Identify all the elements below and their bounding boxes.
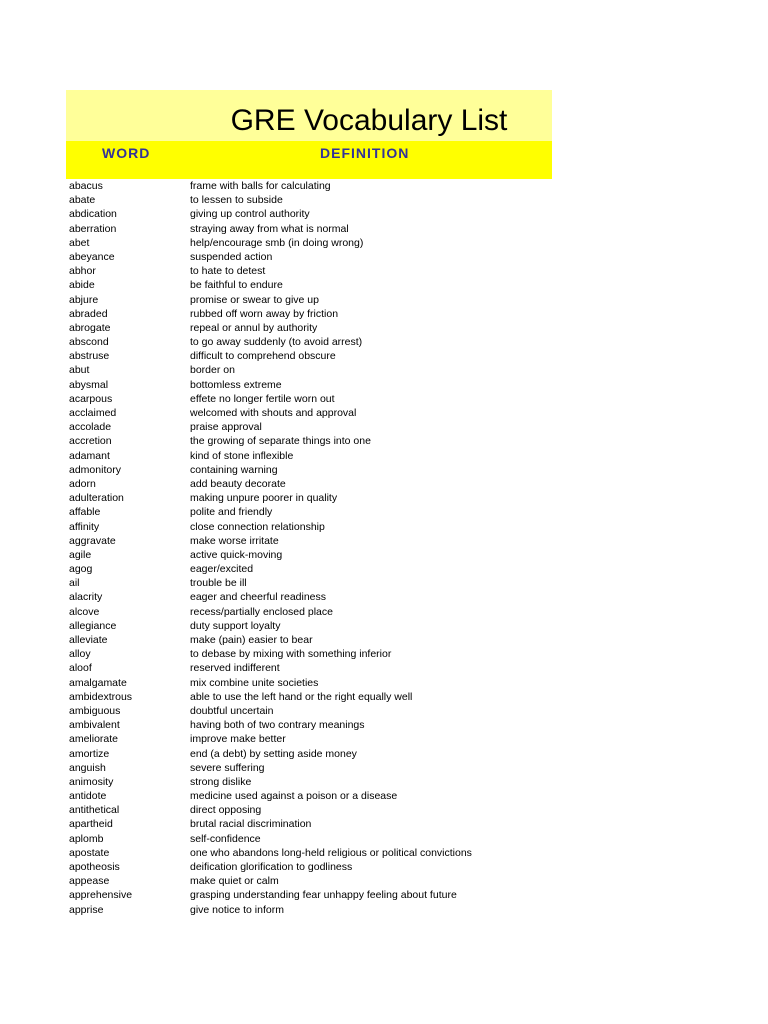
vocab-word: abstruse xyxy=(69,350,110,363)
table-row xyxy=(66,193,552,207)
vocab-definition: to go away suddenly (to avoid arrest) xyxy=(190,336,363,349)
table-row xyxy=(66,718,552,732)
vocab-definition: eager/excited xyxy=(190,563,254,576)
vocab-definition: help/encourage smb (in doing wrong) xyxy=(190,236,364,249)
vocab-definition: rubbed off worn away by friction xyxy=(190,307,339,320)
vocab-definition: giving up control authority xyxy=(190,208,310,221)
vocab-word: alcove xyxy=(69,605,100,618)
table-row xyxy=(66,704,552,718)
table-row xyxy=(66,846,552,860)
vocab-word: abraded xyxy=(69,307,108,320)
vocab-word: adamant xyxy=(69,449,110,462)
vocab-word: abdication xyxy=(69,208,117,221)
vocab-definition: make worse irritate xyxy=(190,534,279,547)
table-row xyxy=(66,278,552,292)
table-row xyxy=(66,747,552,761)
vocab-definition: deification glorification to godliness xyxy=(190,861,353,873)
table-row xyxy=(66,406,552,420)
table-row xyxy=(66,307,552,321)
vocab-word: acarpous xyxy=(69,392,113,405)
vocab-word: abide xyxy=(69,279,95,292)
vocab-definition: welcomed with shouts and approval xyxy=(190,407,357,419)
table-row xyxy=(66,264,552,278)
vocab-word: apprehensive xyxy=(69,889,133,902)
vocab-definition: repeal or annul by authority xyxy=(190,321,318,334)
vocab-word: abacus xyxy=(69,180,103,192)
vocab-definition: medicine used against a poison or a disease xyxy=(190,790,398,803)
vocab-definition: border on xyxy=(190,364,235,377)
vocab-definition: to debase by mixing with something inferior xyxy=(190,648,392,661)
vocab-word: aloof xyxy=(69,662,92,675)
vocab-word: abate xyxy=(69,194,96,207)
table-row xyxy=(66,179,552,193)
table-row xyxy=(66,860,552,874)
vocab-word: abeyance xyxy=(69,250,115,263)
table-row xyxy=(66,690,552,704)
vocab-definition: end (a debt) by setting aside money xyxy=(190,747,357,760)
vocab-word: abjure xyxy=(69,293,99,306)
vocab-definition: make (pain) easier to bear xyxy=(190,634,313,646)
vocab-definition: recess/partially enclosed place xyxy=(190,605,333,618)
vocab-word: agog xyxy=(69,563,93,576)
vocab-definition: severe suffering xyxy=(190,761,265,774)
table-row xyxy=(66,548,552,562)
vocab-definition: containing warning xyxy=(190,463,278,476)
vocab-definition: close connection relationship xyxy=(190,520,325,533)
vocab-definition: be faithful to endure xyxy=(190,279,283,292)
vocab-definition: give notice to inform xyxy=(190,903,284,916)
vocab-definition: making unpure poorer in quality xyxy=(190,492,338,505)
vocab-word: admonitory xyxy=(69,463,121,476)
table-row xyxy=(66,775,552,789)
vocab-definition: kind of stone inflexible xyxy=(190,449,294,462)
vocab-word: agile xyxy=(69,548,92,561)
vocab-definition: promise or swear to give up xyxy=(190,293,319,306)
vocab-definition: to lessen to subside xyxy=(190,194,283,207)
vocab-word: ambivalent xyxy=(69,719,120,732)
vocab-definition: bottomless extreme xyxy=(190,378,282,391)
vocab-word: alleviate xyxy=(69,634,108,646)
table-row xyxy=(66,477,552,491)
vocab-word: abysmal xyxy=(69,378,109,391)
vocabulary-sheet xyxy=(66,90,552,917)
vocab-definition: straying away from what is normal xyxy=(190,222,349,235)
vocab-definition: reserved indifferent xyxy=(190,662,280,675)
vocab-word: appease xyxy=(69,875,110,888)
table-row xyxy=(66,874,552,888)
table-row xyxy=(66,789,552,803)
vocab-word: accretion xyxy=(69,435,112,448)
vocab-word: ambiguous xyxy=(69,704,121,717)
vocab-word: amalgamate xyxy=(69,676,127,689)
vocab-word: alloy xyxy=(69,648,91,661)
vocab-word: apartheid xyxy=(69,818,113,831)
vocab-word: animosity xyxy=(69,775,114,788)
vocab-word: anguish xyxy=(69,761,106,774)
vocab-word: abut xyxy=(69,364,90,377)
vocab-word: adulteration xyxy=(69,492,124,505)
vocab-definition: frame with balls for calculating xyxy=(190,180,331,192)
table-row xyxy=(66,335,552,349)
vocab-definition: doubtful uncertain xyxy=(190,704,274,717)
vocab-definition: suspended action xyxy=(190,250,273,263)
table-row xyxy=(66,562,552,576)
table-row xyxy=(66,888,552,902)
vocab-word: adorn xyxy=(69,477,96,490)
table-row xyxy=(66,619,552,633)
table-row xyxy=(66,520,552,534)
vocab-word: alacrity xyxy=(69,591,103,604)
vocab-definition: polite and friendly xyxy=(190,506,273,519)
vocab-definition: to hate to detest xyxy=(190,265,266,278)
word-column-header: WORD xyxy=(102,145,151,161)
vocab-word: abhor xyxy=(69,265,96,278)
table-row xyxy=(66,434,552,448)
vocab-word: aggravate xyxy=(69,534,116,547)
vocab-definition: one who abandons long-held religious or political convictions xyxy=(190,846,472,859)
table-row xyxy=(66,491,552,505)
vocab-word: antithetical xyxy=(69,804,120,817)
vocab-word: antidote xyxy=(69,790,107,803)
vocab-definition: make quiet or calm xyxy=(190,875,279,888)
table-row xyxy=(66,349,552,363)
table-row xyxy=(66,222,552,236)
table-row xyxy=(66,236,552,250)
vocab-definition: add beauty decorate xyxy=(190,477,286,490)
vocab-definition: eager and cheerful readiness xyxy=(190,591,327,604)
table-row xyxy=(66,605,552,619)
vocab-definition: having both of two contrary meanings xyxy=(190,719,365,732)
table-row xyxy=(66,903,552,917)
table-row xyxy=(66,590,552,604)
table-row xyxy=(66,633,552,647)
vocab-definition: self-confidence xyxy=(190,832,261,845)
vocab-word: abet xyxy=(69,236,90,249)
vocab-word: apostate xyxy=(69,846,110,859)
vocab-word: aberration xyxy=(69,222,117,235)
table-row xyxy=(66,392,552,406)
vocab-definition: mix combine unite societies xyxy=(190,676,319,689)
vocab-word: apotheosis xyxy=(69,861,120,873)
vocab-definition: duty support loyalty xyxy=(190,619,281,632)
vocab-word: ameliorate xyxy=(69,733,119,746)
vocab-definition: the growing of separate things into one xyxy=(190,435,371,448)
table-row xyxy=(66,647,552,661)
table-row xyxy=(66,207,552,221)
table-row xyxy=(66,803,552,817)
table-row xyxy=(66,293,552,307)
vocab-definition: difficult to comprehend obscure xyxy=(190,350,336,363)
vocab-word: allegiance xyxy=(69,619,117,632)
table-row xyxy=(66,661,552,675)
vocab-word: abrogate xyxy=(69,321,111,334)
vocab-word: affable xyxy=(69,506,101,519)
vocab-definition: active quick-moving xyxy=(190,548,283,561)
table-row xyxy=(66,817,552,831)
vocab-definition: effete no longer fertile worn out xyxy=(190,392,335,405)
table-row xyxy=(66,534,552,548)
vocab-word: apprise xyxy=(69,903,104,916)
vocab-definition: strong dislike xyxy=(190,775,252,788)
table-row xyxy=(66,761,552,775)
vocabulary-rows xyxy=(66,179,552,917)
column-header-band xyxy=(66,141,552,179)
table-row xyxy=(66,832,552,846)
vocab-definition: improve make better xyxy=(190,733,286,746)
vocab-word: accolade xyxy=(69,421,112,434)
table-row xyxy=(66,463,552,477)
vocab-definition: direct opposing xyxy=(190,804,262,817)
vocab-definition: able to use the left hand or the right equally well xyxy=(190,690,413,703)
vocab-word: ambidextrous xyxy=(69,690,133,703)
vocab-word: ail xyxy=(69,577,80,590)
vocab-word: acclaimed xyxy=(69,407,117,419)
table-row xyxy=(66,321,552,335)
definition-column-header: DEFINITION xyxy=(320,145,410,161)
table-row xyxy=(66,676,552,690)
table-row xyxy=(66,420,552,434)
table-row xyxy=(66,732,552,746)
vocab-word: abscond xyxy=(69,336,109,349)
page-title: GRE Vocabulary List xyxy=(230,104,508,137)
vocab-word: amortize xyxy=(69,747,110,760)
table-row xyxy=(66,449,552,463)
table-row xyxy=(66,363,552,377)
title-band xyxy=(66,90,552,141)
vocab-word: affinity xyxy=(69,520,100,533)
vocab-definition: praise approval xyxy=(190,421,262,434)
table-row xyxy=(66,505,552,519)
vocab-definition: grasping understanding fear unhappy feeling about future xyxy=(190,889,457,902)
table-row xyxy=(66,576,552,590)
vocab-word: aplomb xyxy=(69,832,104,845)
table-row xyxy=(66,250,552,264)
table-row xyxy=(66,378,552,392)
vocab-definition: brutal racial discrimination xyxy=(190,818,312,831)
vocab-definition: trouble be ill xyxy=(190,577,247,590)
